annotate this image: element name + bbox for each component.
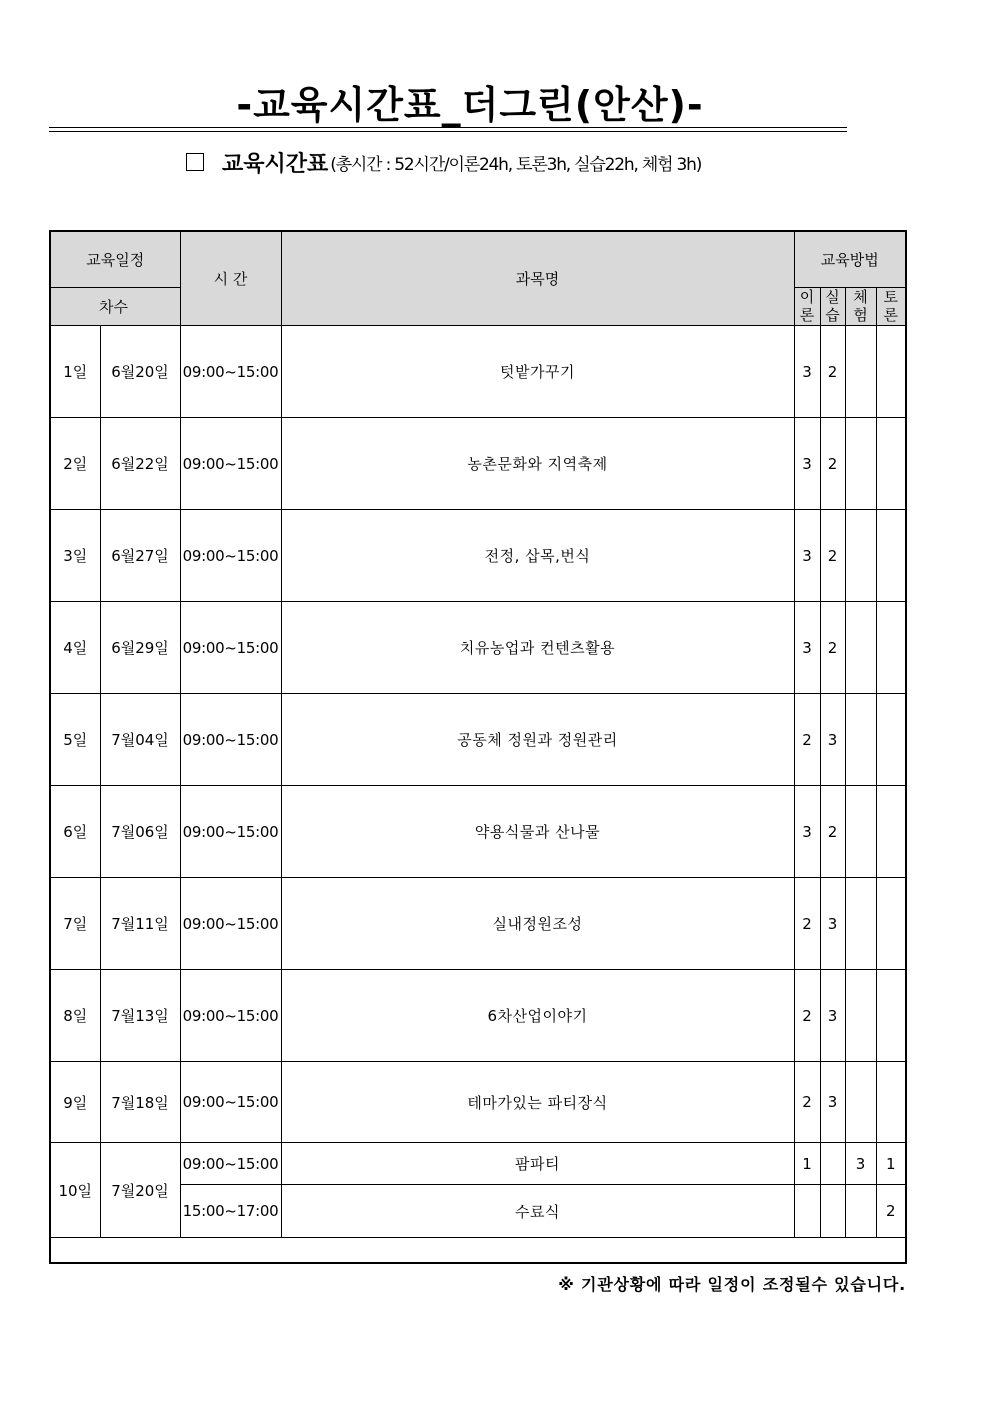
theory-cell: 3 bbox=[794, 326, 820, 418]
theory-cell: 2 bbox=[794, 878, 820, 970]
discussion-cell bbox=[876, 878, 906, 970]
date-cell: 6월29일 bbox=[100, 602, 180, 694]
discussion-cell bbox=[876, 694, 906, 786]
time-cell: 09:00~15:00 bbox=[180, 326, 281, 418]
day-cell: 5일 bbox=[50, 694, 100, 786]
date-cell: 7월13일 bbox=[100, 970, 180, 1062]
subtitle-main: 교육시간표 bbox=[222, 151, 329, 177]
subject-cell: 공동체 정원과 정원관리 bbox=[281, 694, 794, 786]
schedule-table bbox=[49, 230, 907, 1264]
subtitle bbox=[186, 148, 701, 176]
header-round: 차수 bbox=[50, 287, 180, 326]
header-discussion: 토 론 bbox=[876, 287, 906, 326]
experience-cell bbox=[845, 970, 876, 1062]
discussion-cell bbox=[876, 970, 906, 1062]
table-row bbox=[50, 326, 906, 418]
theory-cell: 2 bbox=[794, 1062, 820, 1143]
day-cell: 3일 bbox=[50, 510, 100, 602]
discussion-cell bbox=[876, 510, 906, 602]
time-cell: 09:00~15:00 bbox=[180, 694, 281, 786]
discussion-cell bbox=[876, 1062, 906, 1143]
time-cell: 09:00~15:00 bbox=[180, 786, 281, 878]
table-row bbox=[50, 510, 906, 602]
subtitle-detail: (총시간 : 52시간/이론24h, 토론3h, 실습22h, 체험 3h) bbox=[330, 154, 702, 175]
practice-cell: 2 bbox=[820, 510, 845, 602]
practice-cell bbox=[820, 1185, 845, 1238]
theory-cell: 1 bbox=[794, 1143, 820, 1185]
discussion-cell: 1 bbox=[876, 1143, 906, 1185]
day-cell: 2일 bbox=[50, 418, 100, 510]
subject-cell: 테마가있는 파티장식 bbox=[281, 1062, 794, 1143]
header-experience: 체 험 bbox=[845, 287, 876, 326]
table-row bbox=[50, 1143, 906, 1185]
theory-cell: 3 bbox=[794, 786, 820, 878]
table-row bbox=[50, 786, 906, 878]
practice-cell: 2 bbox=[820, 418, 845, 510]
time-cell: 09:00~15:00 bbox=[180, 418, 281, 510]
practice-cell: 2 bbox=[820, 326, 845, 418]
table-row bbox=[50, 970, 906, 1062]
subject-cell: 약용식물과 산나물 bbox=[281, 786, 794, 878]
date-cell: 6월27일 bbox=[100, 510, 180, 602]
subject-cell: 치유농업과 컨텐츠활용 bbox=[281, 602, 794, 694]
experience-cell bbox=[845, 694, 876, 786]
date-cell: 7월18일 bbox=[100, 1062, 180, 1143]
empty-cell bbox=[50, 1238, 906, 1263]
time-cell: 09:00~15:00 bbox=[180, 970, 281, 1062]
subject-cell: 팜파티 bbox=[281, 1143, 794, 1185]
theory-cell: 2 bbox=[794, 970, 820, 1062]
practice-cell: 3 bbox=[820, 694, 845, 786]
experience-cell: 3 bbox=[845, 1143, 876, 1185]
time-cell: 15:00~17:00 bbox=[180, 1185, 281, 1238]
table-row bbox=[50, 694, 906, 786]
header-subject: 과목명 bbox=[281, 231, 794, 326]
header-practice: 실 습 bbox=[820, 287, 845, 326]
subject-cell: 실내정원조성 bbox=[281, 878, 794, 970]
practice-cell: 2 bbox=[820, 786, 845, 878]
theory-cell: 3 bbox=[794, 418, 820, 510]
theory-cell: 2 bbox=[794, 694, 820, 786]
date-cell: 6월22일 bbox=[100, 418, 180, 510]
day-cell: 9일 bbox=[50, 1062, 100, 1143]
date-cell: 7월04일 bbox=[100, 694, 180, 786]
practice-cell: 3 bbox=[820, 970, 845, 1062]
discussion-cell bbox=[876, 418, 906, 510]
table-row bbox=[50, 1062, 906, 1143]
date-cell: 7월11일 bbox=[100, 878, 180, 970]
date-cell: 7월06일 bbox=[100, 786, 180, 878]
theory-cell: 3 bbox=[794, 602, 820, 694]
document-title: -교육시간표_더그린(안산)- bbox=[236, 83, 704, 127]
header-theory: 이 론 bbox=[794, 287, 820, 326]
experience-cell bbox=[845, 878, 876, 970]
day-cell: 8일 bbox=[50, 970, 100, 1062]
subject-cell: 농촌문화와 지역축제 bbox=[281, 418, 794, 510]
experience-cell bbox=[845, 326, 876, 418]
day-cell: 1일 bbox=[50, 326, 100, 418]
experience-cell bbox=[845, 1185, 876, 1238]
experience-cell bbox=[845, 602, 876, 694]
header-method: 교육방법 bbox=[794, 231, 906, 287]
theory-cell: 3 bbox=[794, 510, 820, 602]
subject-cell: 전정, 삽목,번식 bbox=[281, 510, 794, 602]
time-cell: 09:00~15:00 bbox=[180, 510, 281, 602]
practice-cell: 2 bbox=[820, 602, 845, 694]
day-cell: 7일 bbox=[50, 878, 100, 970]
day-cell: 4일 bbox=[50, 602, 100, 694]
table-row bbox=[50, 418, 906, 510]
table-row bbox=[50, 602, 906, 694]
experience-cell bbox=[845, 1062, 876, 1143]
discussion-cell: 2 bbox=[876, 1185, 906, 1238]
footnote: ※ 기관상황에 따라 일정이 조정될수 있습니다. bbox=[558, 1275, 906, 1294]
time-cell: 09:00~15:00 bbox=[180, 878, 281, 970]
date-cell: 7월20일 bbox=[100, 1143, 180, 1238]
header-time: 시 간 bbox=[180, 231, 281, 326]
empty-row bbox=[50, 1238, 906, 1263]
experience-cell bbox=[845, 510, 876, 602]
day-cell: 6일 bbox=[50, 786, 100, 878]
checkbox-icon bbox=[186, 153, 204, 171]
practice-cell: 3 bbox=[820, 878, 845, 970]
practice-cell bbox=[820, 1143, 845, 1185]
day-cell: 10일 bbox=[50, 1143, 100, 1238]
experience-cell bbox=[845, 786, 876, 878]
discussion-cell bbox=[876, 326, 906, 418]
discussion-cell bbox=[876, 786, 906, 878]
experience-cell bbox=[845, 418, 876, 510]
header-schedule: 교육일정 bbox=[50, 231, 180, 287]
discussion-cell bbox=[876, 602, 906, 694]
title-underline-secondary bbox=[49, 131, 847, 132]
subject-cell: 수료식 bbox=[281, 1185, 794, 1238]
theory-cell bbox=[794, 1185, 820, 1238]
time-cell: 09:00~15:00 bbox=[180, 602, 281, 694]
subject-cell: 텃밭가꾸기 bbox=[281, 326, 794, 418]
title-underline bbox=[49, 127, 847, 128]
table-row bbox=[50, 878, 906, 970]
date-cell: 6월20일 bbox=[100, 326, 180, 418]
practice-cell: 3 bbox=[820, 1062, 845, 1143]
subject-cell: 6차산업이야기 bbox=[281, 970, 794, 1062]
time-cell: 09:00~15:00 bbox=[180, 1062, 281, 1143]
time-cell: 09:00~15:00 bbox=[180, 1143, 281, 1185]
